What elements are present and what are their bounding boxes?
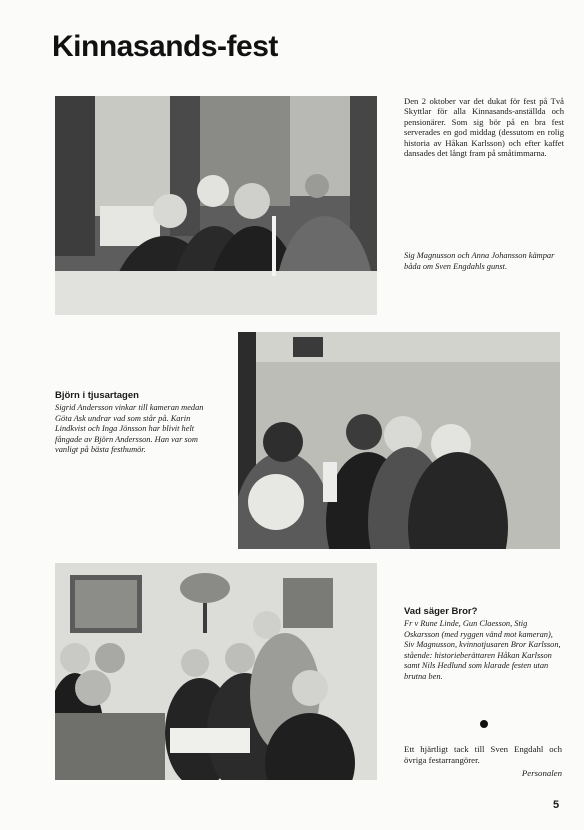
intro-text: Den 2 oktober var det dukat för fest på Två Skyttlar för alla Kinnasands-anställda och pensionärer. Som sig bör på en bra fest serverades en god middag (dessutom en rolig historia av Håkan Karlsson) och efter kaffet dansades det långt fram på småtimmarna.	[404, 96, 564, 159]
photo2-heading: Björn i tjusartagen	[55, 390, 139, 401]
bullet-dot	[480, 720, 488, 728]
page-number: 5	[553, 799, 560, 811]
thanks-text: Ett hjärtligt tack till Sven Engdahl och övriga festarrangörer.	[404, 744, 562, 765]
photo3-caption-block	[404, 606, 564, 683]
party-photo-seated-group	[55, 563, 377, 780]
party-photo-group-waving	[238, 332, 560, 549]
signature: Personalen	[521, 768, 562, 778]
photo3-heading: Vad säger Bror?	[404, 606, 478, 617]
photo1-caption: Sig Magnusson och Anna Johansson kämpar båda om Sven Engdahls gunst.	[404, 251, 555, 271]
photo2-caption: Sigrid Andersson vinkar till kameran medan Göta Ask undrar vad som står på. Karin Lindkvist och Inga Jönsson har blivit helt fångade av Björn Andersson. Han var som vanligt på bästa festhumör.	[55, 403, 204, 455]
party-photo-dinner-table	[55, 96, 377, 315]
page-title: Kinnasands-fest	[52, 30, 278, 63]
photo3-caption: Fr v Rune Linde, Gun Claesson, Stig Oskarsson (med ryggen vänd mot kameran), Siv Magnusson, kvinnotjusaren Bror Karlsson, stående: historieberättaren Håkan Karlsson samt Nils Hedlund som klarade festen utan brutna ben.	[404, 619, 561, 681]
photo2-caption-block	[55, 390, 217, 456]
